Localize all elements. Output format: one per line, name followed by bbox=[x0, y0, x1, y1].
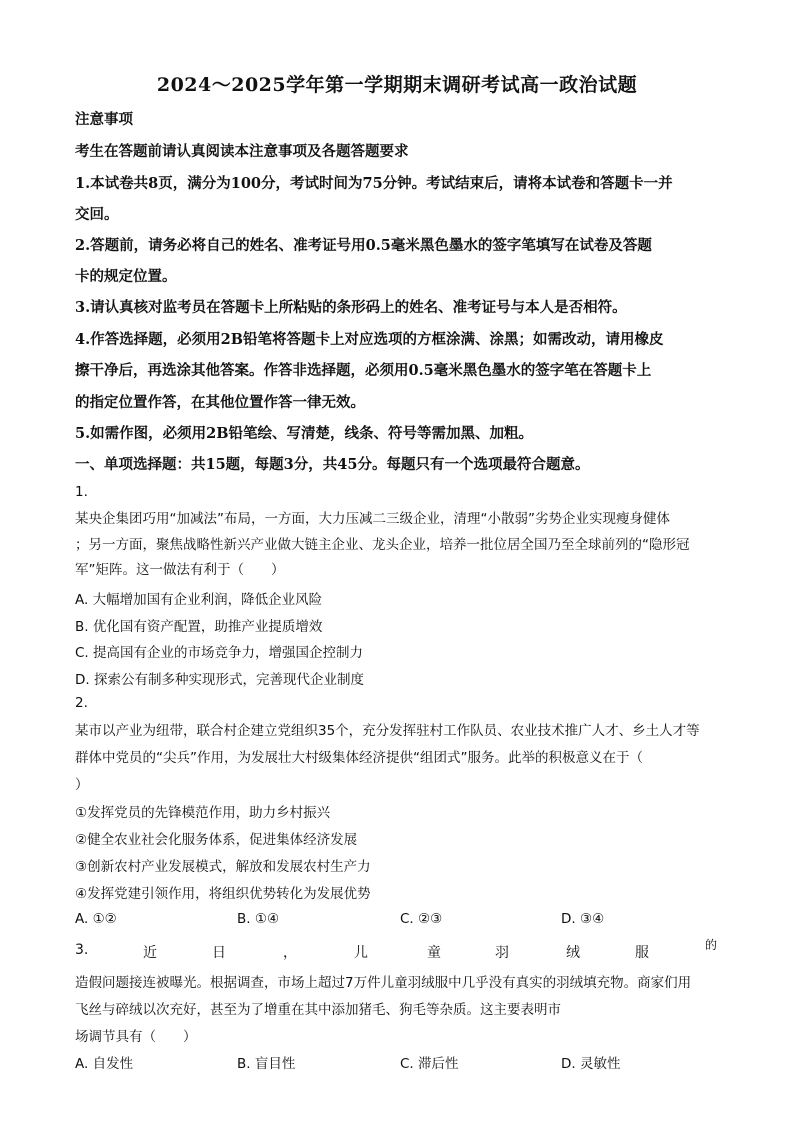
stem-char: 近 bbox=[143, 945, 157, 961]
statement-3: ③创新农村产业发展模式，解放和发展农村生产力 bbox=[75, 859, 371, 875]
question-stem-line: 场调节具有（ ） bbox=[75, 1029, 197, 1045]
notice-item-5: 5.如需作图，必须用2B铅笔绘、写清楚，线条、符号等需加黑、加粗。 bbox=[75, 425, 533, 442]
option-d: D. ③④ bbox=[561, 911, 605, 927]
option-row bbox=[75, 1052, 720, 1072]
stem-char: 的 bbox=[705, 938, 718, 952]
option-a: A. ①② bbox=[75, 911, 117, 927]
option-d: D. 灵敏性 bbox=[561, 1056, 621, 1072]
option-row bbox=[75, 911, 720, 931]
question-stem-line: 某市以产业为纽带，联合村企建立党组织35个，充分发挥驻村工作队员、农业技术推广人才、乡土人才等 bbox=[75, 723, 700, 739]
question-stem-line: 飞丝与碎绒以次充好，甚至为了增重在其中添加猪毛、狗毛等杂质。这主要表明市 bbox=[75, 1002, 561, 1018]
notice-item-2-cont: 卡的规定位置。 bbox=[75, 268, 177, 285]
statement-1: ①发挥党员的先锋模范作用，助力乡村振兴 bbox=[75, 805, 331, 821]
notice-item-4-cont: 擦干净后，再选涂其他答案。作答非选择题，必须用0.5毫米黑色墨水的签字笔在答题卡上 bbox=[75, 362, 652, 379]
notice-item-1-cont: 交回。 bbox=[75, 206, 119, 223]
notice-heading: 注意事项 bbox=[75, 111, 133, 128]
notice-item-4: 4.作答选择题，必须用2B铅笔将答题卡上对应选项的方框涂满、涂黑；如需改动，请用橡皮 bbox=[75, 331, 664, 348]
statement-4: ④发挥党建引领作用，将组织优势转化为发展优势 bbox=[75, 886, 371, 902]
question-first-line bbox=[75, 938, 720, 964]
stem-char: 服 bbox=[635, 945, 649, 961]
question-stem-line: ） bbox=[75, 777, 89, 793]
question-stem-line: 某央企集团巧用“加减法”布局，一方面，大力压减二三级企业，清理“小散弱”劣势企业实现瘦身健体 bbox=[75, 511, 670, 527]
option-c: C. ②③ bbox=[400, 911, 443, 927]
option-b: B. 盲目性 bbox=[237, 1056, 296, 1072]
option-a: A. 自发性 bbox=[75, 1056, 134, 1072]
notice-intro: 考生在答题前请认真阅读本注意事项及各题答题要求 bbox=[75, 143, 409, 160]
page-title: 2024～2025学年第一学期期末调研考试高一政治试题 bbox=[156, 74, 638, 96]
stem-char: 童 bbox=[427, 945, 441, 961]
notice-item-4-cont2: 的指定位置作答，在其他位置作答一律无效。 bbox=[75, 394, 365, 411]
section-heading: 一、单项选择题：共15题，每题3分，共45分。每题只有一个选项最符合题意。 bbox=[75, 456, 590, 473]
option-d: D. 探索公有制多种实现形式，完善现代企业制度 bbox=[75, 672, 364, 688]
stem-char: 羽 bbox=[495, 945, 509, 961]
option-b: B. 优化国有资产配置，助推产业提质增效 bbox=[75, 619, 323, 635]
question-stem-line: ；另一方面，聚焦战略性新兴产业做大链主企业、龙头企业，培养一批位居全国乃至全球前列的“隐形冠 bbox=[75, 537, 690, 553]
notice-item-3: 3.请认真核对监考员在答题卡上所粘贴的条形码上的姓名、准考证号与本人是否相符。 bbox=[75, 299, 627, 316]
question-number: 3. bbox=[75, 942, 89, 958]
option-a: A. 大幅增加国有企业利润，降低企业风险 bbox=[75, 592, 323, 608]
question-stem-line: 造假问题接连被曝光。根据调查，市场上超过7万件儿童羽绒服中几乎没有真实的羽绒填充物。商家们用 bbox=[75, 975, 692, 991]
statement-2: ②健全农业社会化服务体系，促进集体经济发展 bbox=[75, 832, 358, 848]
question-number: 1. bbox=[75, 484, 88, 500]
stem-char: 绒 bbox=[566, 945, 580, 961]
notice-item-2: 2.答题前，请务必将自己的姓名、准考证号用0.5毫米黑色墨水的签字笔填写在试卷及答题 bbox=[75, 237, 652, 254]
question-stem-line: 军”矩阵。这一做法有利于（ ） bbox=[75, 562, 285, 578]
stem-char: 日 bbox=[212, 945, 226, 961]
option-c: C. 滞后性 bbox=[400, 1056, 459, 1072]
option-b: B. ①④ bbox=[237, 911, 280, 927]
stem-char: 儿 bbox=[354, 945, 368, 961]
stem-char: ， bbox=[283, 945, 297, 961]
question-stem-line: 群体中党员的“尖兵”作用，为发展壮大村级集体经济提供“组团式”服务。此举的积极意义在于（ bbox=[75, 750, 643, 766]
notice-item-1: 1.本试卷共8页，满分为100分，考试时间为75分钟。考试结束后，请将本试卷和答题卡一并 bbox=[75, 175, 673, 192]
option-c: C. 提高国有企业的市场竞争力，增强国企控制力 bbox=[75, 645, 364, 661]
question-number: 2. bbox=[75, 695, 88, 711]
